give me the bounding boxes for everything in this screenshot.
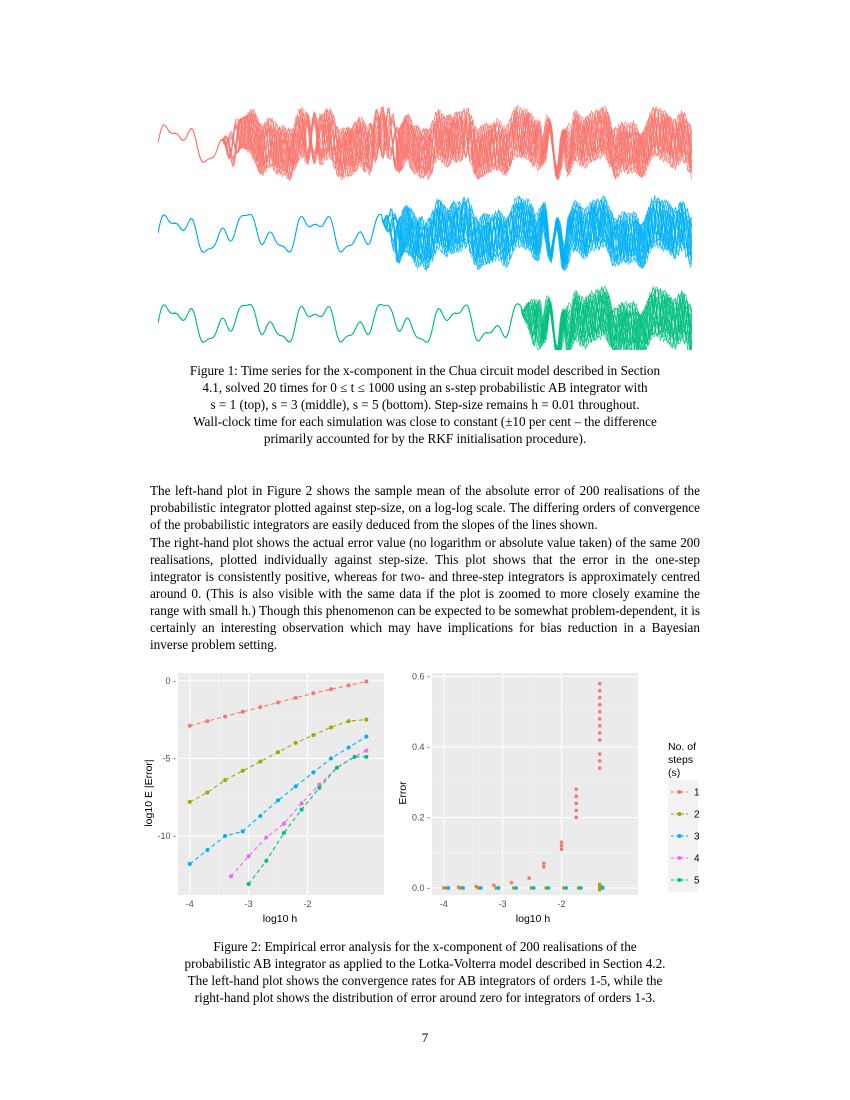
data-point [205,719,209,723]
data-point [461,886,465,890]
data-point [364,680,368,684]
legend-label: 2 [694,809,700,821]
caption-line: primarily accounted for by the RKF initialisation procedure). [263,431,587,446]
data-point [223,714,227,718]
x-tick-label: -3 [498,899,507,909]
left-x-axis-title: log10 h [262,913,298,925]
data-point [300,801,304,805]
right-x-axis-title: log10 h [515,913,551,925]
y-tick-label: -5 - [162,753,176,764]
data-point [560,844,564,848]
data-point [188,724,192,728]
data-point [447,886,451,890]
data-point [282,831,286,835]
data-point [311,691,315,695]
data-point [598,759,602,763]
data-point [601,885,605,889]
y-tick-label: -10 - [157,831,176,842]
right-error-panel [412,672,638,909]
data-point [542,865,546,869]
data-point [564,886,568,890]
legend-key-point [678,790,682,794]
legend-key-point [678,812,682,816]
data-point [347,683,351,687]
y-tick-label: 0 - [165,675,176,686]
data-point [574,787,578,791]
data-point [258,814,262,818]
data-point [579,886,583,890]
data-point [247,882,251,886]
data-point [598,883,602,887]
left-convergence-panel [157,673,384,909]
data-point [294,741,298,745]
legend-label: 4 [694,853,700,865]
data-point [258,705,262,709]
x-tick-label: -4 [439,899,448,909]
data-point [598,766,602,770]
legend-label: 5 [694,875,700,887]
data-point [329,687,333,691]
legend-key-point [678,878,682,882]
page-number: 7 [421,1030,429,1045]
data-point [329,756,333,760]
data-point [241,710,245,714]
data-point [353,755,357,759]
data-point [300,808,304,812]
data-point [542,861,546,865]
y-tick-label: 0.4 - [411,742,430,752]
data-point [317,786,321,790]
data-point [574,809,578,813]
data-point [598,752,602,756]
data-point [364,718,368,722]
caption-line: Figure 1: Time series for the x-component in the Chua circuit model described in Section [189,363,661,378]
data-point [347,746,351,750]
data-point [479,886,483,890]
data-point [347,719,351,723]
data-point [497,886,501,890]
data-point [514,886,518,890]
data-point [264,836,268,840]
y-tick-label: 0.2 - [411,812,430,823]
legend-title-line: No. of [668,741,697,753]
data-point [335,766,339,770]
data-point [598,682,602,686]
figure-1-caption [150,362,700,447]
x-tick-label: -4 [185,899,194,909]
legend-label: 1 [694,787,700,799]
data-point [574,802,578,806]
data-point [258,759,262,763]
caption-line: probabilistic AB integrator as applied to the Lotka-Volterra model described in Section 4.2. [184,956,666,971]
paragraph-1: The left-hand plot in Figure 2 shows the sample mean of the absolute error of 200 realisations of the probabilistic integrator plotted against step-size, on a log-log scale. The differing orders of convergence of the probabilistic integrators are easily deduced from the slopes of the lines shown. [150,483,700,532]
legend-key-point [678,856,682,860]
figure-2-error-plots [140,668,720,938]
caption-line: Wall-clock time for each simulation was close to constant (±10 per cent – the difference [193,414,657,429]
caption-line: The left-hand plot shows the convergence rates for AB integrators of orders 1-5, while the [187,973,663,988]
data-point [294,784,298,788]
time-series-row-s3 [158,196,692,271]
data-point [574,795,578,799]
caption-line: 4.1, solved 20 times for 0 ≤ t ≤ 1000 using an s-step probabilistic AB integrator with [202,380,648,395]
time-series-row-s5 [158,286,692,350]
data-point [598,689,602,693]
legend-key-point [678,834,682,838]
data-point [527,876,531,880]
figure-1-time-series [158,100,692,350]
legend-title-line: steps [668,754,694,766]
data-point [276,700,280,704]
data-point [247,854,251,858]
legend [668,780,700,892]
left-y-axis-title: log10 E |Error| [143,759,155,827]
data-point [311,733,315,737]
data-point [510,881,514,885]
caption-line: Figure 2: Empirical error analysis for the x-component of 200 realisations of the [213,939,637,954]
data-point [276,750,280,754]
data-point [329,725,333,729]
data-point [241,769,245,773]
data-point [364,749,368,753]
data-point [532,886,536,890]
caption-line: right-hand plot shows the distribution of error around zero for integrators of orders 1-3. [194,990,656,1005]
plot-background [178,673,384,895]
data-point [264,859,268,863]
data-point [223,834,227,838]
data-point [188,862,192,866]
y-tick-label: 0.6 - [411,671,430,682]
data-point [598,710,602,714]
right-y-axis-title: Error [397,781,409,805]
legend-label: 3 [694,831,700,843]
data-point [547,886,551,890]
data-point [241,829,245,833]
data-point [311,770,315,774]
data-point [598,703,602,707]
legend-title-line: (s) [668,767,681,779]
time-series-row-s1 [158,106,692,181]
data-point [560,840,564,844]
caption-line: s = 1 (top), s = 3 (middle), s = 5 (bottom). Step-size remains h = 0.01 throughout. [210,397,640,412]
data-point [560,847,564,851]
data-point [282,822,286,826]
data-point [598,717,602,721]
data-point [294,696,298,700]
data-point [598,738,602,742]
data-point [205,848,209,852]
data-point [598,696,602,700]
paragraph-2: The right-hand plot shows the actual error value (no logarithm or absolute value taken) of the same 200 realisations, plotted individually against step-size. This plot shows that the error in the one-step integrator is consistently positive, whereas for two- and three-step integrators is approximately centred around 0. (This is also visible with the same data if the plot is zoomed to more closely examine the range with small h.) Though this phenomenon can be expected to be somewhat problem-dependent, it is certainly an interesting observation which may have implications for bias reduction in a Bayesian inverse problem setting. [150,535,700,652]
data-point [574,816,578,820]
y-tick-label: 0.0 - [411,882,430,893]
x-tick-label: -2 [303,899,312,909]
plot-background [432,673,638,895]
data-point [364,735,368,739]
data-point [205,791,209,795]
x-tick-label: -3 [244,899,253,909]
data-point [364,755,368,759]
data-point [598,724,602,728]
figure-2-caption [150,938,700,1006]
data-point [223,778,227,782]
data-point [188,800,192,804]
data-point [598,731,602,735]
x-tick-label: -2 [557,899,566,909]
data-point [276,798,280,802]
data-point [492,883,496,887]
data-point [229,874,233,878]
